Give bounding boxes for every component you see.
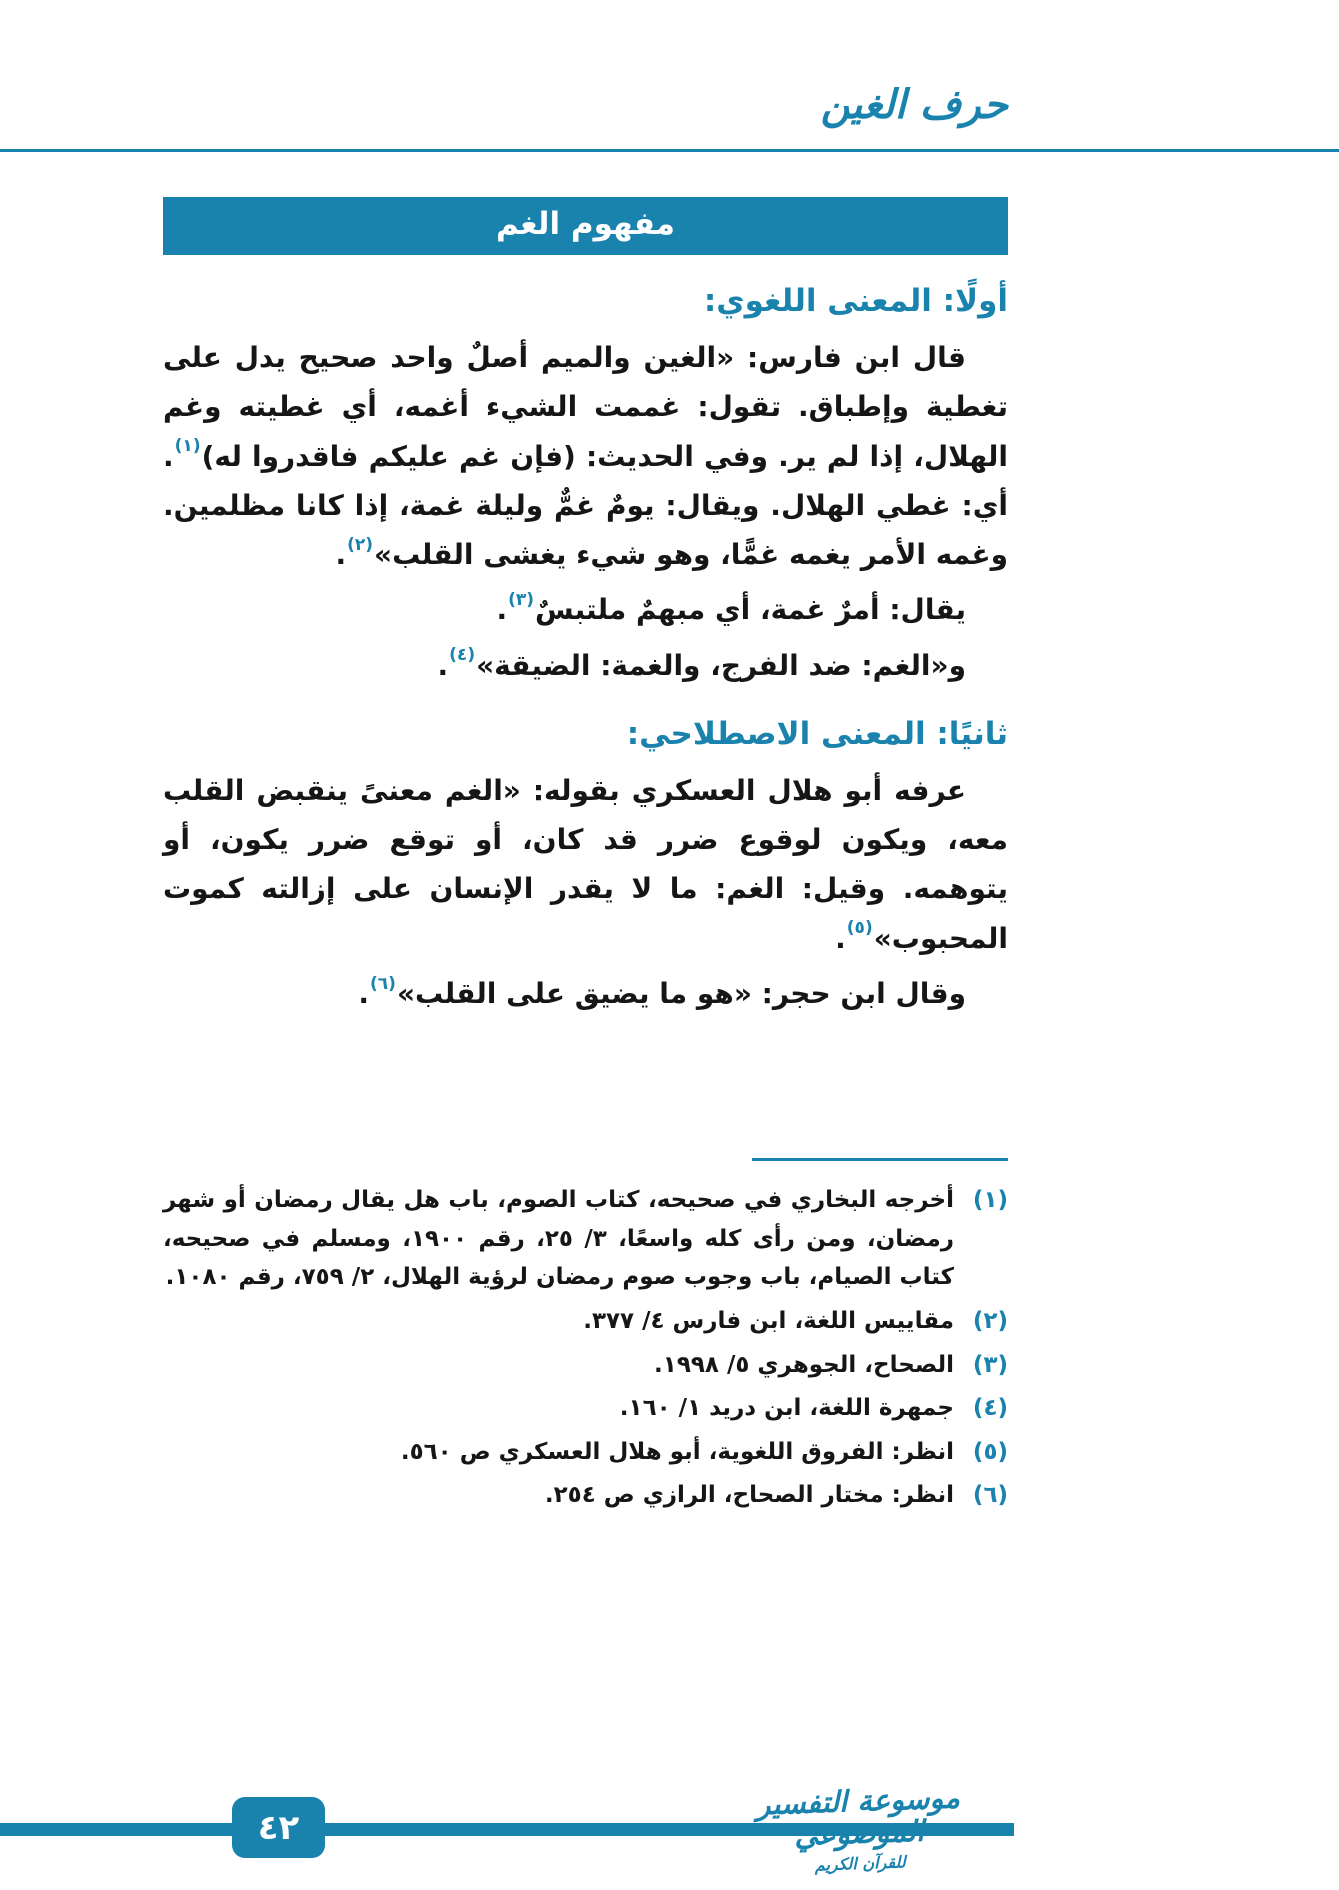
footnote-text: انظر: مختار الصحاح، الرازي ص ٢٥٤. <box>544 1482 954 1509</box>
text-run: عرفه أبو هلال العسكري بقوله: «الغم معنىً ينقبض القلب معه، ويكون لوقوع ضرر قد كان، أو توقع ضرر يكون، أو يتوهمه. وقيل: الغم: ما لا يقدر الإنسان على إزالته كموت المحبوب» <box>163 773 1008 955</box>
footnote-ref: (١) <box>174 436 201 457</box>
text-run: و«الغم: ضد الفرج، والغمة: الضيقة» <box>476 648 966 682</box>
footnote-text: مقاييس اللغة، ابن فارس ٤/ ٣٧٧. <box>583 1307 954 1334</box>
footnote-number: (٢) <box>972 1307 1008 1334</box>
text-run: . <box>335 538 347 572</box>
footnotes-list <box>163 1181 1008 1515</box>
publisher-logo-subtitle: للقرآن الكريم <box>814 1852 906 1875</box>
text-run: . <box>496 593 508 627</box>
footnote-ref: (٤) <box>449 645 476 666</box>
footnote-separator <box>752 1158 1008 1161</box>
page-number: ٤٢ <box>257 1807 300 1848</box>
publisher-logo <box>723 1781 996 1877</box>
footnote-item <box>163 1389 1008 1428</box>
footnote-item <box>163 1476 1008 1515</box>
footnote-text: أخرجه البخاري في صحيحه، كتاب الصوم، باب هل يقال رمضان أو شهر رمضان، ومن رأى كله واسعًا، ٣/ ٢٥، رقم ١٩٠٠، ومسلم في صحيحه، كتاب الصيام، باب وجوب صوم رمضان لرؤية الهلال، ٢/ ٧٥٩، رقم ١٠٨٠. <box>163 1187 954 1291</box>
text-run: . <box>358 976 369 1010</box>
footnote-number: (٥) <box>972 1438 1008 1465</box>
chapter-heading: حرف الغين <box>820 82 1008 128</box>
body-paragraph <box>163 333 1008 579</box>
text-run: وقال ابن حجر: «هو ما يضيق على القلب» <box>396 976 966 1010</box>
footnotes <box>163 1158 1008 1520</box>
sections <box>163 283 1008 1018</box>
footnote-item <box>163 1302 1008 1341</box>
footnote-ref: (٣) <box>508 590 535 610</box>
footnote-ref: (٦) <box>369 973 396 994</box>
footnote-ref: (٥) <box>846 918 873 939</box>
body-paragraph <box>163 585 1008 634</box>
footnote-text: انظر: الفروق اللغوية، أبو هلال العسكري ص ٥٦٠. <box>400 1438 954 1465</box>
topic-banner: مفهوم الغم <box>163 197 1008 255</box>
footnote-item <box>163 1433 1008 1472</box>
text-run: . <box>437 648 449 682</box>
footnote-number: (٤) <box>972 1395 1008 1422</box>
footnote-item <box>163 1181 1008 1297</box>
text-run: . أي: غطي الهلال. ويقال: يومٌ غمٌّ وليلة غمة، إذا كانا مظلمين. وغمه الأمر يغمه غمًّا، وهو شيء يغشى القلب» <box>163 439 1008 572</box>
footnote-text: الصحاح، الجوهري ٥/ ١٩٩٨. <box>654 1351 954 1378</box>
main-content <box>163 197 1008 1024</box>
section-heading: ثانيًا: المعنى الاصطلاحي: <box>626 715 1008 752</box>
body-paragraph <box>163 969 1008 1018</box>
page-number-badge <box>232 1797 325 1858</box>
footnote-number: (١) <box>972 1187 1008 1213</box>
footnote-number: (٣) <box>972 1351 1008 1378</box>
body-paragraph <box>163 766 1008 963</box>
publisher-logo-title: موسوعة التفسير الموضوعي <box>755 1780 961 1853</box>
footnote-text: جمهرة اللغة، ابن دريد ١/ ١٦٠. <box>619 1395 954 1422</box>
footnote-number: (٦) <box>972 1482 1008 1509</box>
section-heading: أولًا: المعنى اللغوي: <box>703 283 1008 319</box>
footnote-ref: (٢) <box>347 534 374 555</box>
body-paragraph <box>163 641 1008 690</box>
text-run: يقال: أمرٌ غمة، أي مبهمٌ ملتبسٌ <box>535 593 966 627</box>
text-run: قال ابن فارس: «الغين والميم أصلٌ واحد صحيح يدل على تغطية وإطباق. تقول: غممت الشيء أغمه، أي غطيته وغم الهلال، إذا لم ير. وفي الحديث: (فإن غم عليكم فاقدروا له) <box>163 341 1008 473</box>
footnote-item <box>163 1346 1008 1385</box>
header-rule <box>0 149 1339 152</box>
text-run: . <box>835 921 846 955</box>
